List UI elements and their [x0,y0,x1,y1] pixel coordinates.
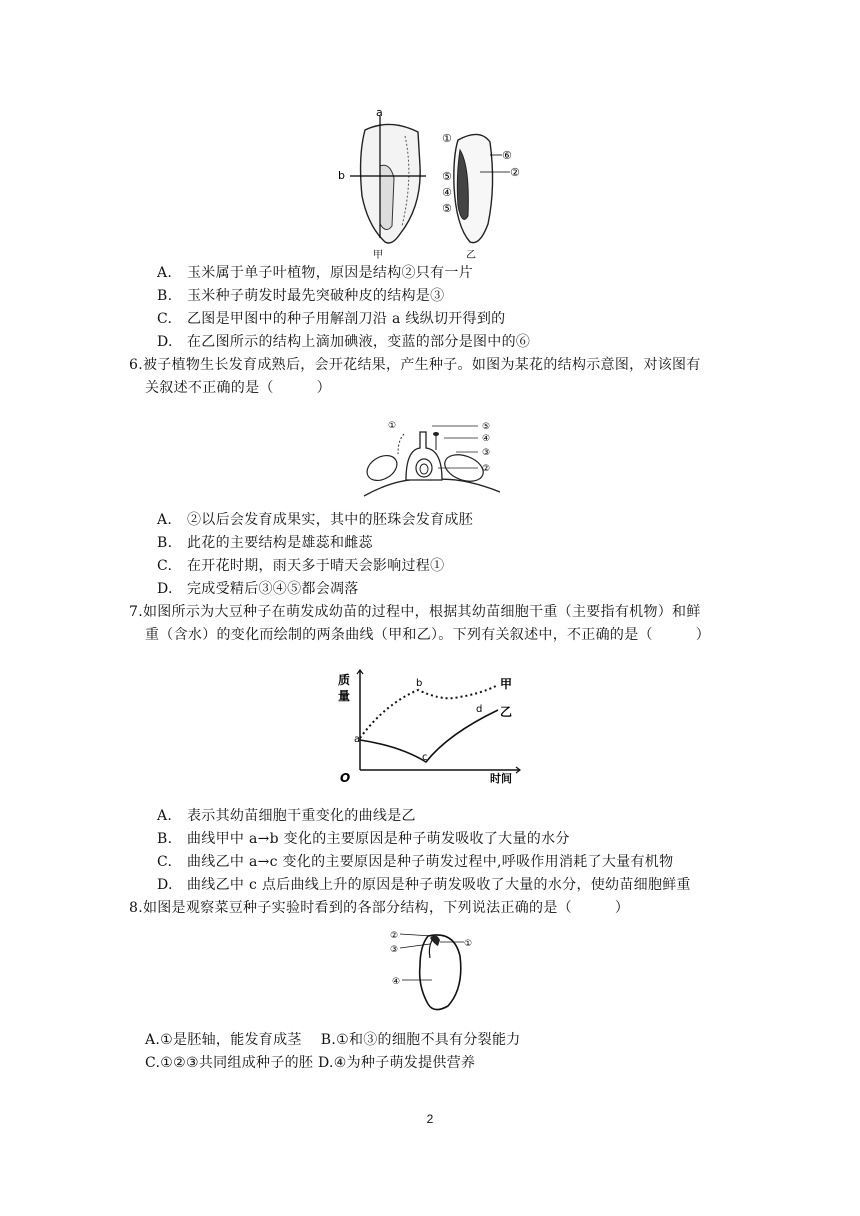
q7-option-c: C. 曲线乙中 a→c 变化的主要原因是种子萌发过程中,呼吸作用消耗了大量有机物 [157,854,674,870]
q7-stem-1: 7.如图所示为大豆种子在萌发成幼苗的过程中，根据其幼苗细胞干重（主要指有机物）和鲜 [129,604,701,620]
q7-option-b: B. 曲线甲中 a→b 变化的主要原因是种子萌发吸收了大量的水分 [157,831,570,847]
q8-options-line-2: C.①②③共同组成种子的胚 D.④为种子萌发提供营养 [145,1055,476,1071]
q6-stem-2: 关叙述不正确的是（ ） [145,380,331,396]
flower-num-5: ⑤ [482,422,491,432]
bean-num-1: ① [464,939,473,949]
num-5b: ⑤ [442,202,452,215]
series-jia-label: 甲 [500,677,513,691]
ylabel-2: 量 [338,689,351,703]
point-a: a [354,734,361,745]
label-jia: 甲 [373,250,383,261]
flower-num-1: ① [388,421,397,431]
page-number: 2 [426,1112,434,1126]
label-b: b [338,169,345,182]
num-6: ⑥ [502,149,512,162]
point-b: b [416,678,423,689]
point-c: c [422,752,428,763]
q5-option-c: C. 乙图是甲图中的种子用解剖刀沿 a 线纵切开得到的 [157,311,506,327]
flower-num-3: ③ [482,448,491,458]
point-d: d [476,704,483,715]
q6-option-d: D. 完成受精后③④⑤都会凋落 [157,581,359,597]
xlabel: 时间 [490,772,512,784]
origin-label: O [340,771,351,784]
flower-num-2: ② [482,464,491,474]
q7-option-a: A. 表示其幼苗细胞干重变化的曲线是乙 [157,808,416,824]
q5-option-a: A. 玉米属于单子叶植物，原因是结构②只有一片 [157,265,473,281]
q5-option-d: D. 在乙图所示的结构上滴加碘液，变蓝的部分是图中的⑥ [157,334,531,350]
label-yi: 乙 [466,250,476,261]
label-a: a [376,106,383,119]
q7-stem-2: 重（含水）的变化而绘制的两条曲线（甲和乙）。下列有关叙述中，不正确的是（ ） [145,627,710,643]
flower-num-4: ④ [482,434,491,444]
q5-option-b: B. 玉米种子萌发时最先突破种皮的结构是③ [157,288,445,304]
q6-option-b: B. 此花的主要结构是雄蕊和雌蕊 [157,535,373,551]
num-5a: ⑤ [442,170,452,183]
q6-stem-1: 6.被子植物生长发育成熟后，会开花结果，产生种子。如图为某花的结构示意图，对该图有 [129,357,701,373]
num-4: ④ [442,186,452,199]
ylabel-1: 质 [338,673,351,687]
q8-stem: 8.如图是观察菜豆种子实验时看到的各部分结构，下列说法正确的是（ ） [129,900,630,916]
series-yi-label: 乙 [500,705,513,719]
q6-option-c: C. 在开花时期，雨天多于晴天会影响过程① [157,558,445,574]
bean-num-4: ④ [392,977,401,987]
q8-options-line-1: A.①是胚轴，能发育成茎 B.①和③的细胞不具有分裂能力 [145,1032,521,1048]
bean-num-2: ② [390,931,399,941]
bean-num-3: ③ [390,945,399,955]
bean-seed-figure [388,926,488,1014]
num-1: ① [442,132,452,145]
flower-figure [360,410,510,502]
growth-chart [330,664,530,784]
q6-option-a: A. ②以后会发育成果实，其中的胚珠会发育成胚 [157,512,473,528]
q7-option-d: D. 曲线乙中 c 点后曲线上升的原因是种子萌发吸收了大量的水分，使幼苗细胞鲜重 [157,877,691,893]
corn-seed-figure [330,106,530,262]
num-2: ② [510,166,520,179]
